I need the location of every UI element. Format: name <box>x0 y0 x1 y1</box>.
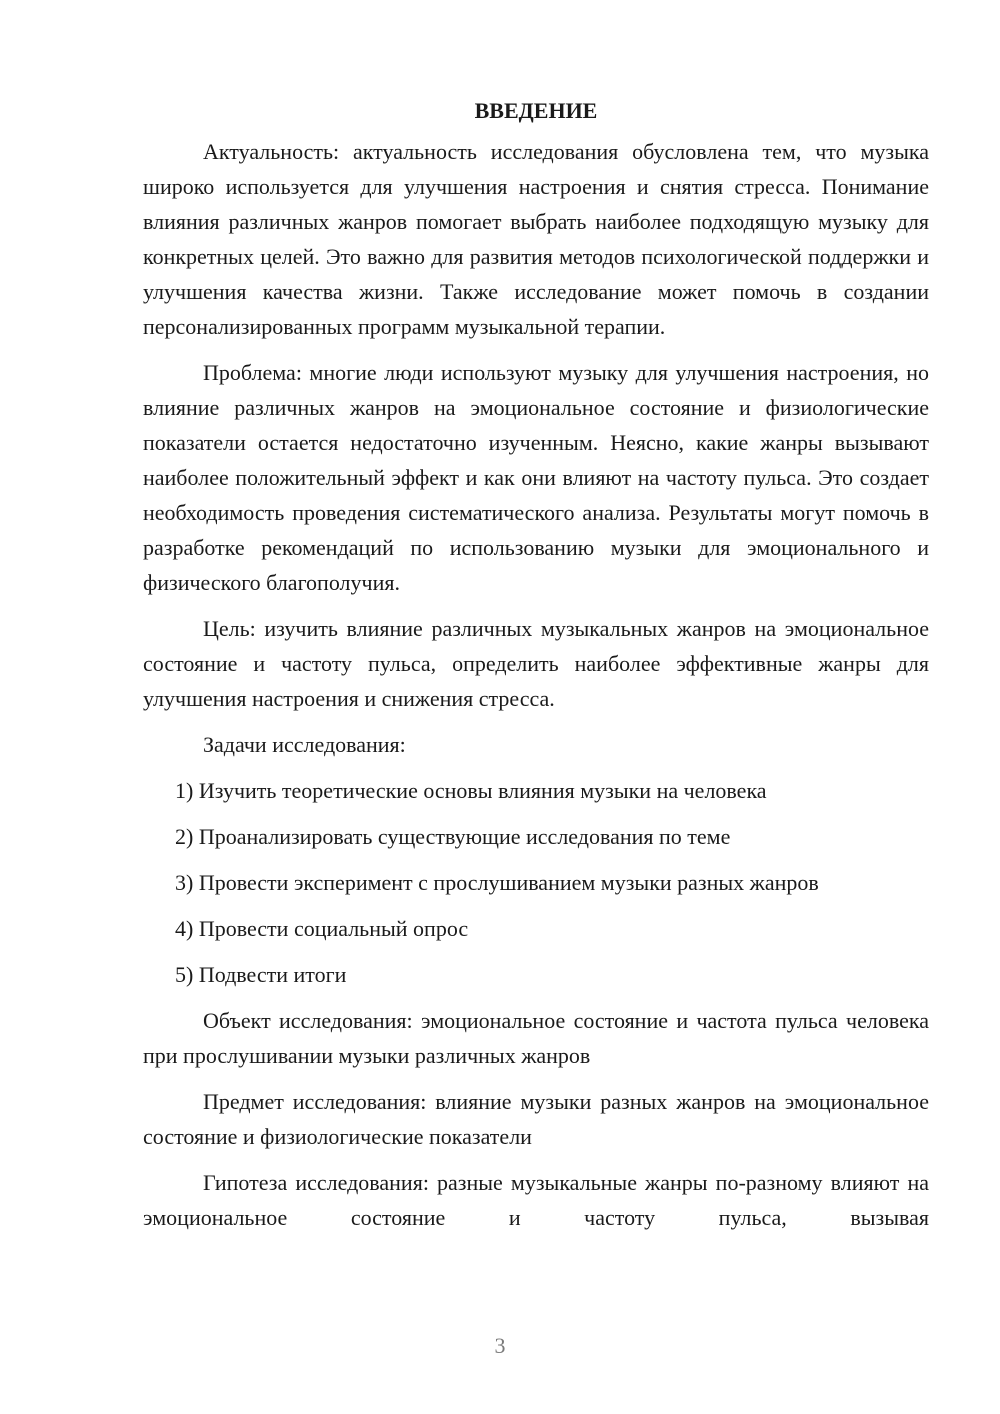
list-item: 1) Изучить теоретические основы влияния музыки на человека <box>175 778 767 803</box>
list-item: 5) Подвести итоги <box>175 962 347 987</box>
tasks-heading: Задачи исследования: <box>203 732 406 757</box>
page-number: 3 <box>494 1333 506 1358</box>
list-item: 3) Провести эксперимент с прослушиванием музыки разных жанров <box>175 870 819 895</box>
list-item: 2) Проанализировать существующие исследования по теме <box>175 824 731 849</box>
paragraph-subject: Предмет исследования: влияние музыки разных жанров на эмоциональное состояние и физиологические показатели <box>143 1089 929 1149</box>
page-title: ВВЕДЕНИЕ <box>474 98 598 123</box>
paragraph-hypothesis: Гипотеза исследования: разные музыкальные жанры по-разному влияют на эмоциональное состояние и частоту пульса, вызывая <box>143 1170 929 1230</box>
paragraph-actuality: Актуальность: актуальность исследования обусловлена тем, что музыка широко используется для улучшения настроения и снятия стресса. Понимание влияния различных жанров помогает выбрать наиболее подходящую музыку для конкретных целей. Это важно для развития методов психологической поддержки и улучшения качества жизни. Также исследование может помочь в создании персонализированных программ музыкальной терапии. <box>143 139 929 339</box>
page-content <box>143 93 929 1246</box>
tasks-list <box>143 773 929 992</box>
list-item: 4) Провести социальный опрос <box>175 916 469 941</box>
paragraph-problem: Проблема: многие люди используют музыку для улучшения настроения, но влияние различных жанров на эмоциональное состояние и физиологические показатели остается недостаточно изученным. Неясно, какие жанры вызывают наиболее положительный эффект и как они влияют на частоту пульса. Это создает необходимость проведения систематического анализа. Результаты могут помочь в разработке рекомендаций по использованию музыки для эмоционального и физического благополучия. <box>143 360 929 595</box>
paragraph-goal: Цель: изучить влияние различных музыкальных жанров на эмоциональное состояние и частоту пульса, определить наиболее эффективные жанры для улучшения настроения и снижения стресса. <box>143 616 929 711</box>
paragraph-object: Объект исследования: эмоциональное состояние и частота пульса человека при прослушивании музыки различных жанров <box>143 1008 929 1068</box>
